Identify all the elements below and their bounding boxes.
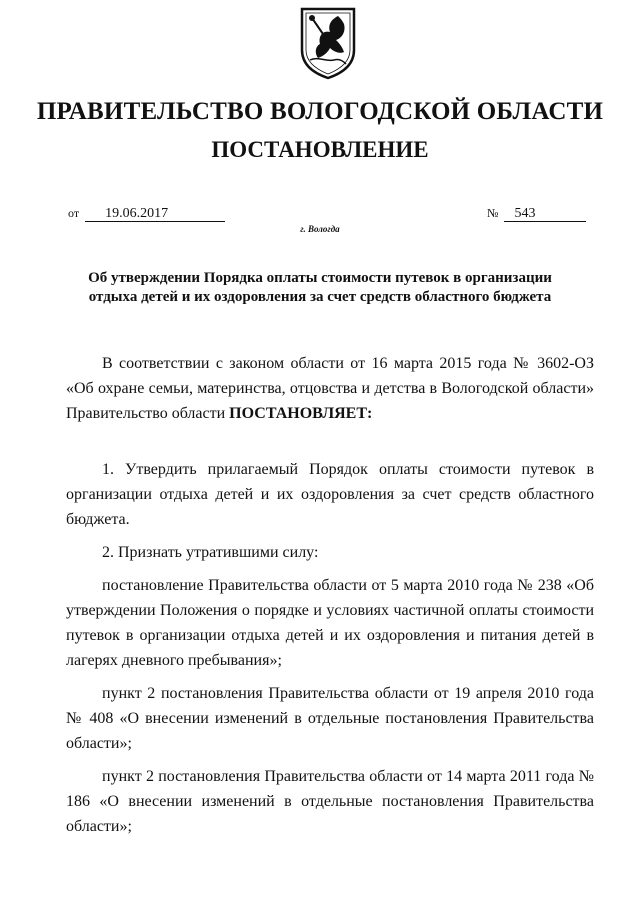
subject-line-2: отдыха детей и их оздоровления за счет средств областного бюджета bbox=[88, 289, 552, 305]
preamble-paragraph bbox=[66, 351, 594, 426]
repealed-act-3: пункт 2 постановления Правительства области от 14 марта 2011 года № 186 «О внесении изменений в отдельные постановления Правительства области»; bbox=[66, 768, 594, 835]
coat-of-arms-icon bbox=[298, 6, 358, 80]
item-1: 1. Утвердить прилагаемый Порядок оплаты стоимости путевок в организации отдыха детей и их оздоровления за счет средств областного бюджета. bbox=[66, 461, 594, 528]
number-label: № bbox=[487, 206, 499, 220]
decree-items bbox=[66, 457, 594, 839]
repealed-act-1: постановление Правительства области от 5 марта 2010 года № 238 «Об утверждении Положения о порядке и условиях частичной оплаты стоимости путевок в организации отдыха детей и их оздоровления и питания детей в лагерях дневного пребывания»; bbox=[66, 577, 594, 669]
subject-line-1: Об утверждении Порядка оплаты стоимости путевок в организации bbox=[88, 270, 552, 286]
date-label: от bbox=[68, 206, 80, 220]
number-value: 543 bbox=[504, 207, 586, 222]
preamble-emphasis: ПОСТАНОВЛЯЕТ: bbox=[229, 405, 373, 422]
item-2: 2. Признать утратившими силу: bbox=[102, 544, 319, 561]
document-subject bbox=[60, 269, 580, 307]
number-field bbox=[487, 206, 586, 222]
document-type-title: ПОСТАНОВЛЕНИЕ bbox=[211, 137, 429, 162]
date-field bbox=[68, 206, 225, 222]
city-label: г. Вологда bbox=[300, 224, 340, 234]
repealed-act-2: пункт 2 постановления Правительства области от 19 апреля 2010 года № 408 «О внесении изменений в отдельные постановления Правительства области»; bbox=[66, 685, 594, 752]
date-value: 19.06.2017 bbox=[85, 207, 225, 222]
government-title: ПРАВИТЕЛЬСТВО ВОЛОГОДСКОЙ ОБЛАСТИ bbox=[36, 98, 604, 125]
preamble-text: В соответствии с законом области от 16 марта 2015 года № 3602-ОЗ «Об охране семьи, материнства, отцовства и детства в Вологодской области» Правительство области bbox=[66, 355, 594, 422]
preamble bbox=[66, 351, 594, 426]
